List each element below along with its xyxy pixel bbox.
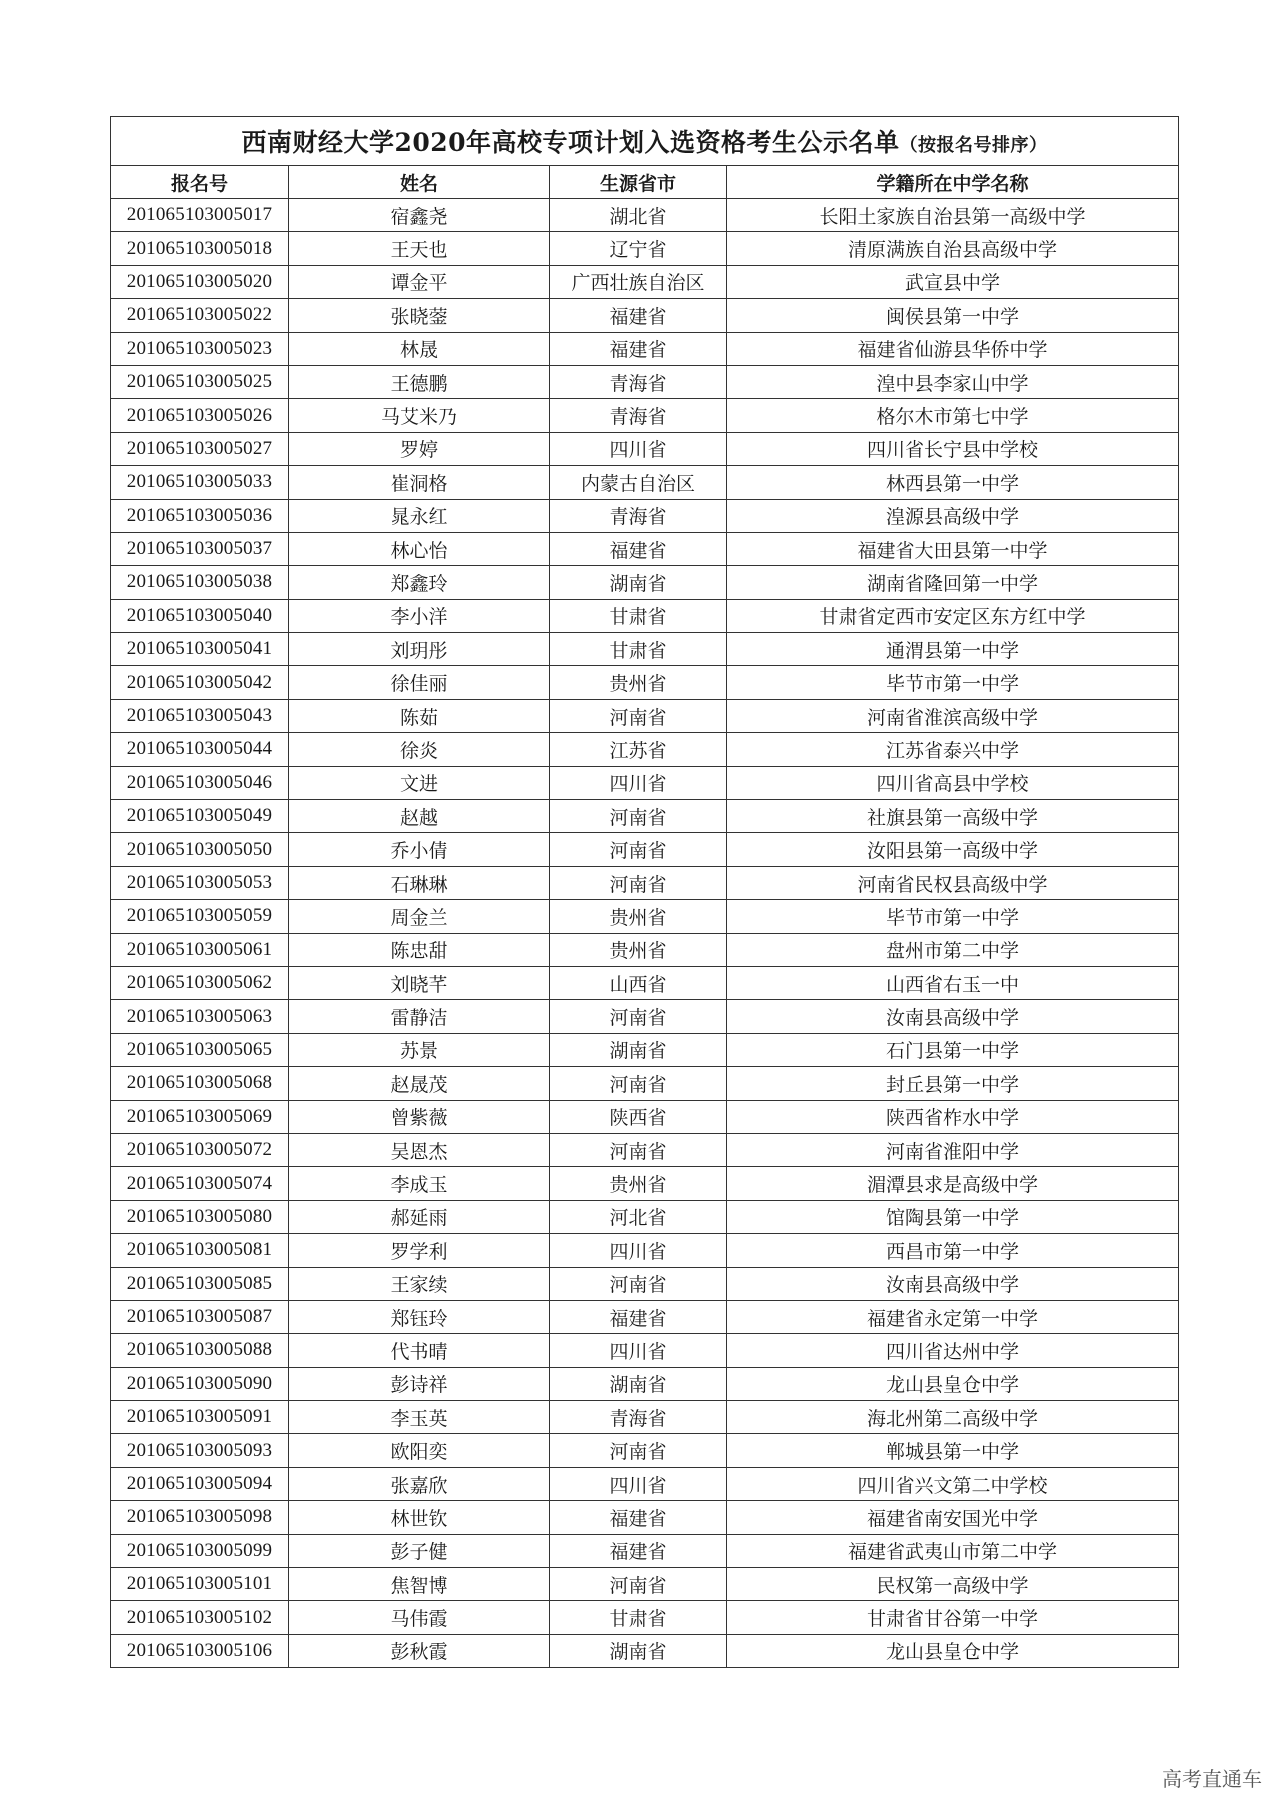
name-cell: 刘玥彤 (289, 633, 550, 666)
reg-no-cell: 201065103005042 (111, 666, 289, 699)
school-cell: 湟源县高级中学 (727, 499, 1179, 532)
name-cell: 马艾米乃 (289, 399, 550, 432)
table-row (111, 900, 1179, 933)
school-cell: 河南省淮阳中学 (727, 1133, 1179, 1166)
reg-no-cell: 201065103005099 (111, 1534, 289, 1567)
reg-no-cell: 201065103005081 (111, 1234, 289, 1267)
province-cell: 青海省 (550, 399, 727, 432)
table-row (111, 365, 1179, 398)
table-row (111, 532, 1179, 565)
name-cell: 郑鑫玲 (289, 566, 550, 599)
school-cell: 馆陶县第一中学 (727, 1200, 1179, 1233)
province-cell: 河南省 (550, 1267, 727, 1300)
name-cell: 罗学利 (289, 1234, 550, 1267)
province-cell: 贵州省 (550, 900, 727, 933)
school-cell: 龙山县皇仓中学 (727, 1634, 1179, 1667)
school-cell: 社旗县第一高级中学 (727, 800, 1179, 833)
table-row (111, 265, 1179, 298)
reg-no-cell: 201065103005091 (111, 1401, 289, 1434)
table-row (111, 1100, 1179, 1133)
school-cell: 甘肃省定西市安定区东方红中学 (727, 599, 1179, 632)
reg-no-cell: 201065103005063 (111, 1000, 289, 1033)
province-cell: 贵州省 (550, 933, 727, 966)
name-cell: 罗婷 (289, 432, 550, 465)
table-row (111, 1601, 1179, 1634)
table-row (111, 1167, 1179, 1200)
school-cell: 石门县第一中学 (727, 1033, 1179, 1066)
table-row (111, 1434, 1179, 1467)
province-cell: 河南省 (550, 1133, 727, 1166)
table-row (111, 866, 1179, 899)
name-cell: 林世钦 (289, 1501, 550, 1534)
school-cell: 湖南省隆回第一中学 (727, 566, 1179, 599)
province-cell: 青海省 (550, 499, 727, 532)
name-cell: 雷静洁 (289, 1000, 550, 1033)
table-row (111, 232, 1179, 265)
school-cell: 福建省南安国光中学 (727, 1501, 1179, 1534)
reg-no-cell: 201065103005062 (111, 966, 289, 999)
reg-no-cell: 201065103005023 (111, 332, 289, 365)
school-cell: 湄潭县求是高级中学 (727, 1167, 1179, 1200)
table-row (111, 1534, 1179, 1567)
school-cell: 福建省永定第一中学 (727, 1300, 1179, 1333)
roster-table (110, 116, 1179, 1668)
school-cell: 长阳土家族自治县第一高级中学 (727, 199, 1179, 232)
table-row (111, 499, 1179, 532)
province-cell: 湖北省 (550, 199, 727, 232)
reg-no-cell: 201065103005074 (111, 1167, 289, 1200)
reg-no-cell: 201065103005033 (111, 466, 289, 499)
province-cell: 四川省 (550, 1334, 727, 1367)
table-row (111, 933, 1179, 966)
reg-no-cell: 201065103005050 (111, 833, 289, 866)
table-row (111, 1267, 1179, 1300)
province-cell: 贵州省 (550, 1167, 727, 1200)
name-cell: 郑钰玲 (289, 1300, 550, 1333)
reg-no-cell: 201065103005087 (111, 1300, 289, 1333)
reg-no-cell: 201065103005085 (111, 1267, 289, 1300)
name-cell: 欧阳奕 (289, 1434, 550, 1467)
school-cell: 海北州第二高级中学 (727, 1401, 1179, 1434)
table-row (111, 1467, 1179, 1500)
school-cell: 汝南县高级中学 (727, 1267, 1179, 1300)
header-row (111, 166, 1179, 199)
name-cell: 郝延雨 (289, 1200, 550, 1233)
reg-no-cell: 201065103005106 (111, 1634, 289, 1667)
table-row (111, 766, 1179, 799)
table-row (111, 1568, 1179, 1601)
reg-no-cell: 201065103005027 (111, 432, 289, 465)
table-row (111, 699, 1179, 732)
province-cell: 江苏省 (550, 733, 727, 766)
name-cell: 赵晟茂 (289, 1067, 550, 1100)
name-cell: 焦智博 (289, 1568, 550, 1601)
table-row (111, 966, 1179, 999)
name-cell: 晁永红 (289, 499, 550, 532)
school-cell: 郸城县第一中学 (727, 1434, 1179, 1467)
table-row (111, 1334, 1179, 1367)
school-cell: 林西县第一中学 (727, 466, 1179, 499)
name-cell: 彭秋霞 (289, 1634, 550, 1667)
school-cell: 福建省大田县第一中学 (727, 532, 1179, 565)
name-cell: 陈茹 (289, 699, 550, 732)
school-cell: 陕西省柞水中学 (727, 1100, 1179, 1133)
table-row (111, 1033, 1179, 1066)
reg-no-cell: 201065103005017 (111, 199, 289, 232)
table-row (111, 833, 1179, 866)
table-row (111, 1300, 1179, 1333)
table-row (111, 299, 1179, 332)
name-cell: 刘晓芊 (289, 966, 550, 999)
header-name: 姓名 (289, 166, 550, 199)
name-cell: 李玉英 (289, 1401, 550, 1434)
reg-no-cell: 201065103005093 (111, 1434, 289, 1467)
table-title (111, 117, 1179, 166)
table-row (111, 1067, 1179, 1100)
table-row (111, 199, 1179, 232)
table-row (111, 1367, 1179, 1400)
title-row (111, 117, 1179, 166)
name-cell: 彭子健 (289, 1534, 550, 1567)
title-text: 西南财经大学2020年高校专项计划入选资格考生公示名单 (241, 128, 900, 157)
province-cell: 辽宁省 (550, 232, 727, 265)
reg-no-cell: 201065103005049 (111, 800, 289, 833)
reg-no-cell: 201065103005038 (111, 566, 289, 599)
province-cell: 内蒙古自治区 (550, 466, 727, 499)
province-cell: 福建省 (550, 1300, 727, 1333)
name-cell: 吴恩杰 (289, 1133, 550, 1166)
reg-no-cell: 201065103005053 (111, 866, 289, 899)
name-cell: 石琳琳 (289, 866, 550, 899)
province-cell: 湖南省 (550, 1033, 727, 1066)
province-cell: 河南省 (550, 699, 727, 732)
province-cell: 贵州省 (550, 666, 727, 699)
province-cell: 山西省 (550, 966, 727, 999)
reg-no-cell: 201065103005046 (111, 766, 289, 799)
school-cell: 四川省达州中学 (727, 1334, 1179, 1367)
province-cell: 青海省 (550, 365, 727, 398)
reg-no-cell: 201065103005068 (111, 1067, 289, 1100)
province-cell: 河北省 (550, 1200, 727, 1233)
school-cell: 汝阳县第一高级中学 (727, 833, 1179, 866)
name-cell: 李成玉 (289, 1167, 550, 1200)
reg-no-cell: 201065103005065 (111, 1033, 289, 1066)
school-cell: 四川省兴文第二中学校 (727, 1467, 1179, 1500)
name-cell: 王家续 (289, 1267, 550, 1300)
reg-no-cell: 201065103005098 (111, 1501, 289, 1534)
reg-no-cell: 201065103005040 (111, 599, 289, 632)
school-cell: 民权第一高级中学 (727, 1568, 1179, 1601)
reg-no-cell: 201065103005088 (111, 1334, 289, 1367)
school-cell: 西昌市第一中学 (727, 1234, 1179, 1267)
reg-no-cell: 201065103005069 (111, 1100, 289, 1133)
table-row (111, 666, 1179, 699)
name-cell: 苏景 (289, 1033, 550, 1066)
province-cell: 甘肃省 (550, 599, 727, 632)
reg-no-cell: 201065103005018 (111, 232, 289, 265)
watermark: 高考直通车 (1162, 1767, 1262, 1791)
reg-no-cell: 201065103005036 (111, 499, 289, 532)
reg-no-cell: 201065103005080 (111, 1200, 289, 1233)
province-cell: 湖南省 (550, 1634, 727, 1667)
school-cell: 湟中县李家山中学 (727, 365, 1179, 398)
table-row (111, 599, 1179, 632)
name-cell: 赵越 (289, 800, 550, 833)
reg-no-cell: 201065103005043 (111, 699, 289, 732)
reg-no-cell: 201065103005020 (111, 265, 289, 298)
table-row (111, 1501, 1179, 1534)
table-row (111, 800, 1179, 833)
header-school: 学籍所在中学名称 (727, 166, 1179, 199)
name-cell: 周金兰 (289, 900, 550, 933)
title-note: （按报名号排序） (899, 135, 1048, 156)
school-cell: 闽侯县第一中学 (727, 299, 1179, 332)
header-province: 生源省市 (550, 166, 727, 199)
roster-sheet (110, 116, 1178, 1668)
province-cell: 四川省 (550, 1234, 727, 1267)
school-cell: 龙山县皇仓中学 (727, 1367, 1179, 1400)
reg-no-cell: 201065103005061 (111, 933, 289, 966)
name-cell: 文进 (289, 766, 550, 799)
name-cell: 宿鑫尧 (289, 199, 550, 232)
reg-no-cell: 201065103005025 (111, 365, 289, 398)
name-cell: 马伟霞 (289, 1601, 550, 1634)
table-row (111, 1133, 1179, 1166)
reg-no-cell: 201065103005101 (111, 1568, 289, 1601)
table-row (111, 1000, 1179, 1033)
school-cell: 封丘县第一中学 (727, 1067, 1179, 1100)
name-cell: 乔小倩 (289, 833, 550, 866)
school-cell: 江苏省泰兴中学 (727, 733, 1179, 766)
table-row (111, 566, 1179, 599)
province-cell: 四川省 (550, 766, 727, 799)
name-cell: 崔洞格 (289, 466, 550, 499)
school-cell: 福建省仙游县华侨中学 (727, 332, 1179, 365)
province-cell: 河南省 (550, 1568, 727, 1601)
reg-no-cell: 201065103005044 (111, 733, 289, 766)
reg-no-cell: 201065103005094 (111, 1467, 289, 1500)
reg-no-cell: 201065103005059 (111, 900, 289, 933)
school-cell: 格尔木市第七中学 (727, 399, 1179, 432)
name-cell: 王德鹏 (289, 365, 550, 398)
name-cell: 陈忠甜 (289, 933, 550, 966)
province-cell: 河南省 (550, 833, 727, 866)
reg-no-cell: 201065103005072 (111, 1133, 289, 1166)
table-row (111, 1634, 1179, 1667)
table-row (111, 432, 1179, 465)
province-cell: 湖南省 (550, 566, 727, 599)
table-row (111, 1401, 1179, 1434)
school-cell: 盘州市第二中学 (727, 933, 1179, 966)
province-cell: 四川省 (550, 1467, 727, 1500)
name-cell: 谭金平 (289, 265, 550, 298)
school-cell: 通渭县第一中学 (727, 633, 1179, 666)
name-cell: 代书晴 (289, 1334, 550, 1367)
province-cell: 福建省 (550, 299, 727, 332)
school-cell: 福建省武夷山市第二中学 (727, 1534, 1179, 1567)
school-cell: 河南省民权县高级中学 (727, 866, 1179, 899)
province-cell: 甘肃省 (550, 1601, 727, 1634)
table-row (111, 332, 1179, 365)
table-row (111, 633, 1179, 666)
school-cell: 毕节市第一中学 (727, 900, 1179, 933)
roster-body (111, 199, 1179, 1668)
province-cell: 福建省 (550, 332, 727, 365)
reg-no-cell: 201065103005026 (111, 399, 289, 432)
province-cell: 福建省 (550, 1534, 727, 1567)
province-cell: 河南省 (550, 1434, 727, 1467)
province-cell: 四川省 (550, 432, 727, 465)
province-cell: 广西壮族自治区 (550, 265, 727, 298)
province-cell: 陕西省 (550, 1100, 727, 1133)
province-cell: 福建省 (550, 532, 727, 565)
province-cell: 河南省 (550, 800, 727, 833)
reg-no-cell: 201065103005102 (111, 1601, 289, 1634)
name-cell: 林心怡 (289, 532, 550, 565)
name-cell: 徐炎 (289, 733, 550, 766)
school-cell: 甘肃省甘谷第一中学 (727, 1601, 1179, 1634)
school-cell: 汝南县高级中学 (727, 1000, 1179, 1033)
school-cell: 毕节市第一中学 (727, 666, 1179, 699)
school-cell: 河南省淮滨高级中学 (727, 699, 1179, 732)
school-cell: 武宣县中学 (727, 265, 1179, 298)
name-cell: 张晓蓥 (289, 299, 550, 332)
province-cell: 甘肃省 (550, 633, 727, 666)
table-row (111, 1200, 1179, 1233)
reg-no-cell: 201065103005090 (111, 1367, 289, 1400)
province-cell: 河南省 (550, 1067, 727, 1100)
table-row (111, 733, 1179, 766)
province-cell: 福建省 (550, 1501, 727, 1534)
reg-no-cell: 201065103005037 (111, 532, 289, 565)
name-cell: 张嘉欣 (289, 1467, 550, 1500)
school-cell: 山西省右玉一中 (727, 966, 1179, 999)
name-cell: 曾紫薇 (289, 1100, 550, 1133)
province-cell: 青海省 (550, 1401, 727, 1434)
province-cell: 河南省 (550, 1000, 727, 1033)
name-cell: 彭诗祥 (289, 1367, 550, 1400)
name-cell: 林晟 (289, 332, 550, 365)
header-reg-no: 报名号 (111, 166, 289, 199)
name-cell: 李小洋 (289, 599, 550, 632)
reg-no-cell: 201065103005041 (111, 633, 289, 666)
table-row (111, 399, 1179, 432)
school-cell: 四川省长宁县中学校 (727, 432, 1179, 465)
reg-no-cell: 201065103005022 (111, 299, 289, 332)
province-cell: 河南省 (550, 866, 727, 899)
school-cell: 清原满族自治县高级中学 (727, 232, 1179, 265)
school-cell: 四川省高县中学校 (727, 766, 1179, 799)
name-cell: 王天也 (289, 232, 550, 265)
province-cell: 湖南省 (550, 1367, 727, 1400)
name-cell: 徐佳丽 (289, 666, 550, 699)
table-row (111, 466, 1179, 499)
table-row (111, 1234, 1179, 1267)
